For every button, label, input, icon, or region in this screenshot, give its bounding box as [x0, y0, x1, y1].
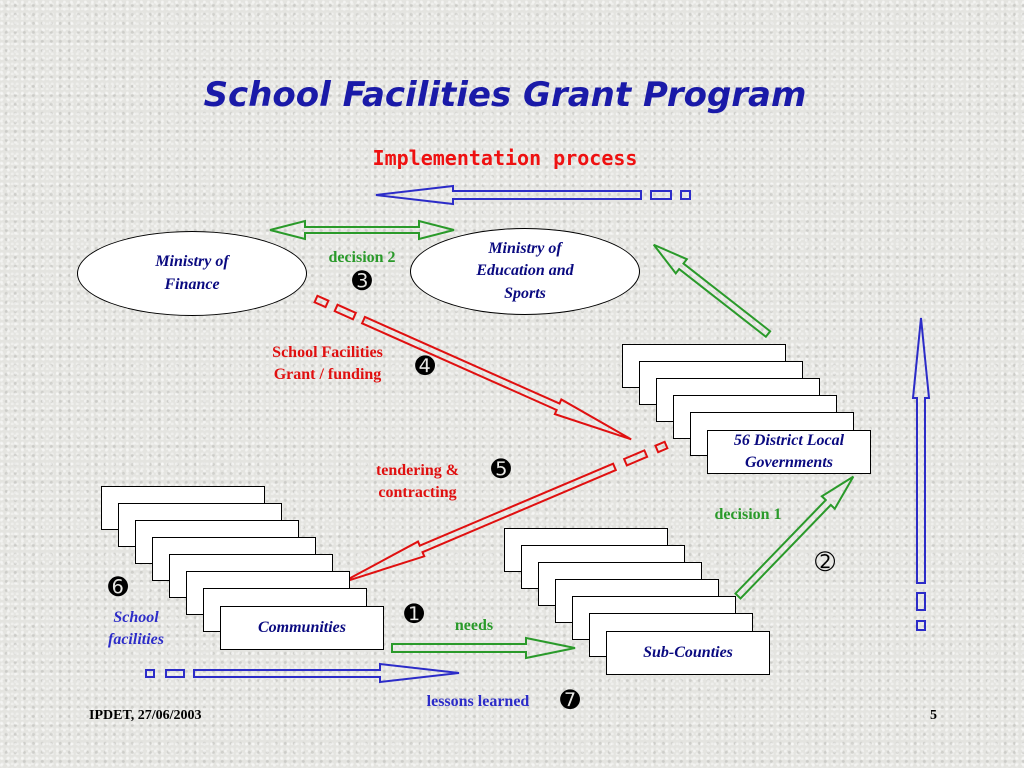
tendering-label: tendering & contracting: [375, 462, 460, 502]
step-5-marker: ➎: [491, 455, 512, 483]
lessons-label: lessons learned: [426, 693, 530, 710]
funding-label: School Facilities Grant / funding: [272, 344, 383, 384]
top-blue-arrow: [376, 186, 690, 204]
needs-arrow: [392, 638, 575, 658]
needs-label: needs: [454, 617, 494, 634]
step-3-marker: ➌: [352, 267, 373, 295]
decision2-label: decision 2: [328, 249, 396, 266]
communities-node: [220, 606, 384, 650]
page-number: 5: [930, 708, 937, 723]
communities-label: Communities: [257, 618, 347, 636]
ministry-finance-node: [77, 231, 307, 316]
footer-text: IPDET, 27/06/2003: [89, 708, 202, 723]
sub-counties-label: Sub-Counties: [643, 643, 733, 661]
step-1-marker: ➊: [404, 600, 425, 628]
ministry-education-node: [410, 228, 640, 315]
ministries-double-arrow: [270, 221, 454, 239]
slide-subtitle: Implementation process: [372, 146, 638, 170]
step-4-marker: ➍: [415, 352, 436, 380]
district-to-ministry-arrow: [648, 238, 773, 341]
slide-title: School Facilities Grant Program: [203, 75, 807, 115]
lessons-arrow: [146, 664, 459, 682]
decision1-label: decision 1: [714, 506, 782, 523]
district-governments-label: 56 District Local Governments: [733, 431, 845, 471]
step-6-marker: ➏: [108, 573, 129, 601]
ministry-education-label: Ministry of Education and Sports: [476, 239, 574, 302]
step-2-marker: ➁: [815, 548, 836, 576]
right-vertical-arrow: [913, 318, 929, 630]
district-governments-node: [707, 430, 871, 474]
sub-counties-node: [606, 631, 770, 675]
school-facilities-label: School facilities: [108, 609, 164, 649]
step-7-marker: ➐: [560, 686, 581, 714]
decision1-arrow: [732, 470, 860, 602]
ministry-finance-label: Ministry of Finance: [155, 253, 229, 293]
